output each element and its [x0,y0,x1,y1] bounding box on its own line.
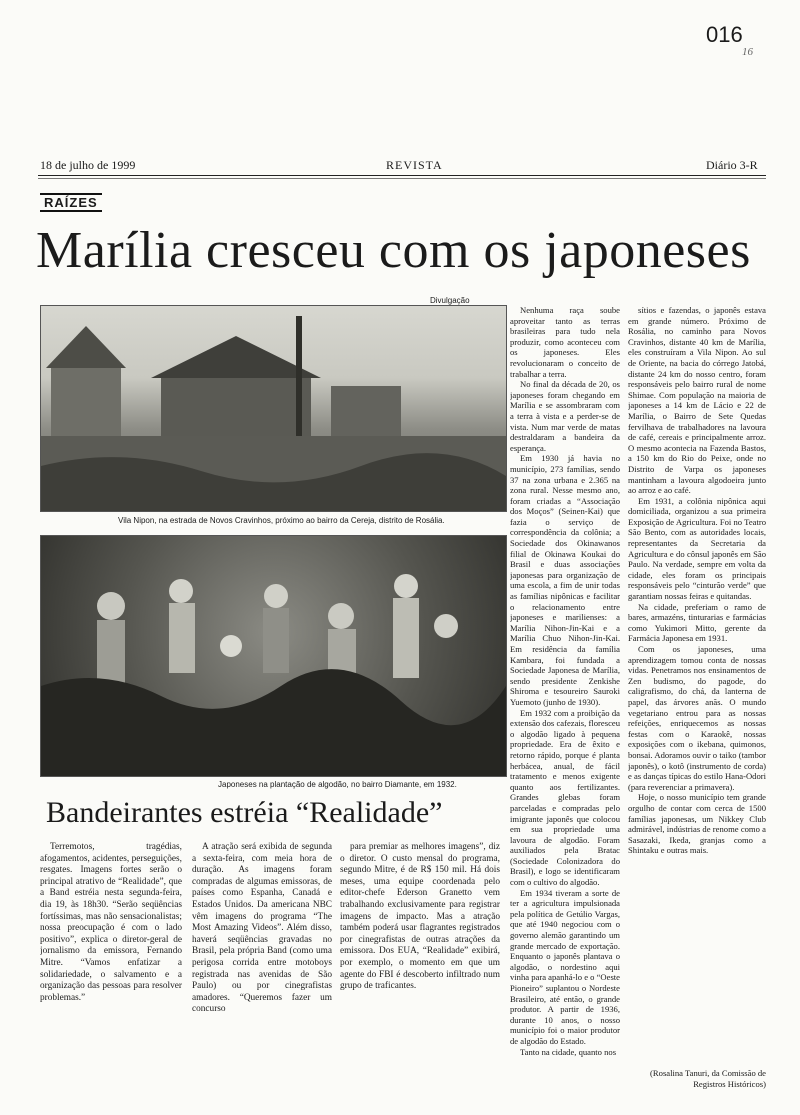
article-paragraph: Em 1931, a colônia nipônica aqui domiciliada, organizou a sua primeira Exposição de Agricultura. Foi no Teatro São Bento, com as autoridades locais, representantes da Secretaria da Agricultura e do cônsul japonês em São Paulo. Na verdade, sempre em volta da cidade, eles foram os principais responsáveis pelo “cinturão verde” que garantiam nossas feiras e quitandas. [628,495,766,602]
article-paragraph: Em 1932 com a proibição da extensão dos cafezais, floresceu o algodão ligado à pequena propriedade. Era de êxito e retorno rápido, porque é planta herbácea, anual, de fácil tratamento e menos exigente quanto aos fertilizantes. Grandes glebas foram parceladas e compradas pelo imigrante japonês que colocou em sua propriedade uma lavoura de algodão. Foram auxiliados pela Bratac (Sociedade Colonizadora do Brasil), e logo se identificaram com o cultivo do algodão. [510,707,620,888]
photo-credit: Divulgação [430,296,470,305]
sidebar-headline: Bandeirantes estréia “Realidade” [46,796,443,829]
article-paragraph: Em 1934 tiveram a sorte de ter a agricultura impulsionada pela política de Getúlio Vargas, que até 1940 negociou com o governo alemão garantindo um grande mercado de exportação. Enquanto o japonês plantava o algodão, o nordestino aqui vinha para apanhá-lo e o “Oeste Pioneiro” suplantou o Nordeste Brasileiro, até então, o grande produtor. A partir de 1936, durante 10 anos, o nosso município foi o maior produtor de algodão do Estado. [510,887,620,1046]
sidebar-paragraph: para premiar as melhores imagens”, diz o diretor. O custo mensal do programa, segundo Mitre, é de R$ 150 mil. Há dois meses, uma equipe coordenada pelo editor-chefe Ederson Granetto vem trabalhando exclusivamente para registrar imagens de impacto. Mas a atração também poderá usar flagrantes registrados por cinegrafistas de outras atrações da emissora. Dos EUA, “Realidade” exibirá, por exemplo, o momento em que um agente do FBI é descoberto infiltrado num grupo de traficantes. [340,842,500,992]
header-rule [38,175,766,176]
article-paragraph: sítios e fazendas, o japonês estava em grande número. Próximo de Rosália, no caminho para Novos Cravinhos, distante 40 km de Marília, eles construíram a Vila Nipon. Ao sul de Oriente, na bacia do córrego Jatobá, distante 24 km do nosso centro, foram responsáveis pelo bairro rural de nome Shimae. Com população na maioria de japoneses a 14 km de Lácio e 22 de Marília, o Bairro de Sete Quedas fervilhava de trabalhadores na lavoura de café, cereais e principalmente arroz. O mesmo acontecia na Fazenda Bastos, a 150 km do Rio do Peixe, onde no Distrito de Varpa os japoneses mantinham a lavoura algodoeira junto ao arroz e ao café. [628,305,766,496]
photo-vila-nipon [40,305,507,512]
article-paragraph: No final da década de 20, os japoneses foram chegando em Marília e se assombraram com a terra à vista e a perder-se de vista. Num mar verde de matas destraldaram a bandeira da esperança. [510,379,620,453]
author-signature: (Rosalina Tanuri, da Comissão de Registros Históricos) [650,1068,766,1089]
article-paragraph: Hoje, o nosso município tem grande orgulho de contar com cerca de 1500 famílias japonesas, um Nikkey Club admirável, indústrias de renome como a Sasazaki, Ikeda, granjas como a Shintaku e outras mais. [628,792,766,856]
article-paragraph: Com os japoneses, uma aprendizagem tomou conta de nossas vidas. Penetramos nos ensinamentos de Zen budismo, do pagode, do caligrafismo, do chá, da lanterna de papel, das árvores anãs. O mundo vegetariano entrou para as nossas refeições, enriquecemos as nossas festas com o Karaokê, nossas exposições com o ikebana, quimonos, bonsai. Adoramos ouvir o taiko (tambor japonês), o kotô (instrumento de corda) e as danças típicas do estilo Hana-Odori (para reverenciar a primavera). [628,644,766,792]
archive-page-number: 016 [706,22,743,47]
article-paragraph: Na cidade, preferiam o ramo de bares, armazéns, tinturarias e farmácias como Yukimori Mitto, gerente da Farmácia Japonesa em 1931. [628,601,766,644]
sidebar-paragraph: A atração será exibida de segunda a sexta-feira, com meia hora de duração. As imagens foram compradas de algumas emissoras, de países como Espanha, Canadá e Estados Unidos. Da americana NBC vêm imagens do programa “The Most Amazing Videos”. Além disso, haverá seqüências gravadas no Brasil, pela própria Band (como uma perigosa corrida entre motoboys registrada nas avenidas de São Paulo) ou por cinegrafistas amadores. “Queremos fazer um concurso [192,842,332,1015]
issue-date: 18 de julho de 1999 [40,158,136,172]
article-column-b [628,305,766,1065]
sidebar-paragraph: Terremotos, tragédias, afogamentos, acidentes, perseguições, resgates. Imagens fortes serão o principal atrativo de “Realidade”, que a Band estréia nesta segunda-feira, dia 19, às 18h30. “Serão seqüências fortíssimas, mas não sensacionalistas; nossa preocupação é com o lado positivo”, explica o diretor-geral de jornalismo da emissora, Fernando Mitre. “Vamos enfatizar a solidariedade, o salvamento e a organização das pessoas para resolver problemas.” [40,842,182,1003]
handwritten-mark: 16 [742,46,753,58]
photo2-caption: Japoneses na plantação de algodão, no bairro Diamante, em 1932. [218,780,457,789]
sidebar-column-3 [340,842,500,1082]
article-paragraph: Nenhuma raça soube aproveitar tanto as terras brasileiras para tudo nela produzir, como aconteceu com os japoneses. Eles revolucionaram o conceito de trabalhar a terra. [510,305,620,379]
page-label: Diário 3-R [706,158,758,172]
photo1-caption: Vila Nipon, na estrada de Novos Cravinhos, próximo ao bairro da Cereja, distrito de Rosália. [118,516,445,525]
article-paragraph: Tanto na cidade, quanto nos [520,1046,617,1057]
section-kicker: RAÍZES [40,193,102,212]
headline: Marília cresceu com os japoneses [36,222,751,279]
section-name: REVISTA [386,158,443,172]
article-paragraph: Em 1930 já havia no município, 273 famílias, sendo 37 na zona urbana e 2.365 na zona rural. Nesse mesmo ano, foram criadas a “Associação dos Moços” (Seinen-Kai) que fazia o serviço de correspondência da colônia; a Sociedade dos Okinawanos filial de Okinawa Koukai do Brasil e duas associações japonesas para organização de uma escola, a fim de unir todas as famílias nipônicas e facilitar o relacionamento entre japoneses e marilienses: a Marília Nihon-Jin-Kai e a Marília Chuo Nihon-Jin-Kai. Em residência da família Kambara, foi fundada a Sociedade Japonesa de Marília, sendo presidente Zenkishe Shiroma e tesoureiro Sauroki Yuemoto (junho de 1930). [510,453,620,707]
header-rule-thin [38,178,766,179]
article-column-a [510,305,620,1095]
photo-cotton-field [40,535,507,777]
sidebar-column-1 [40,842,182,1082]
sidebar-column-2 [192,842,332,1082]
